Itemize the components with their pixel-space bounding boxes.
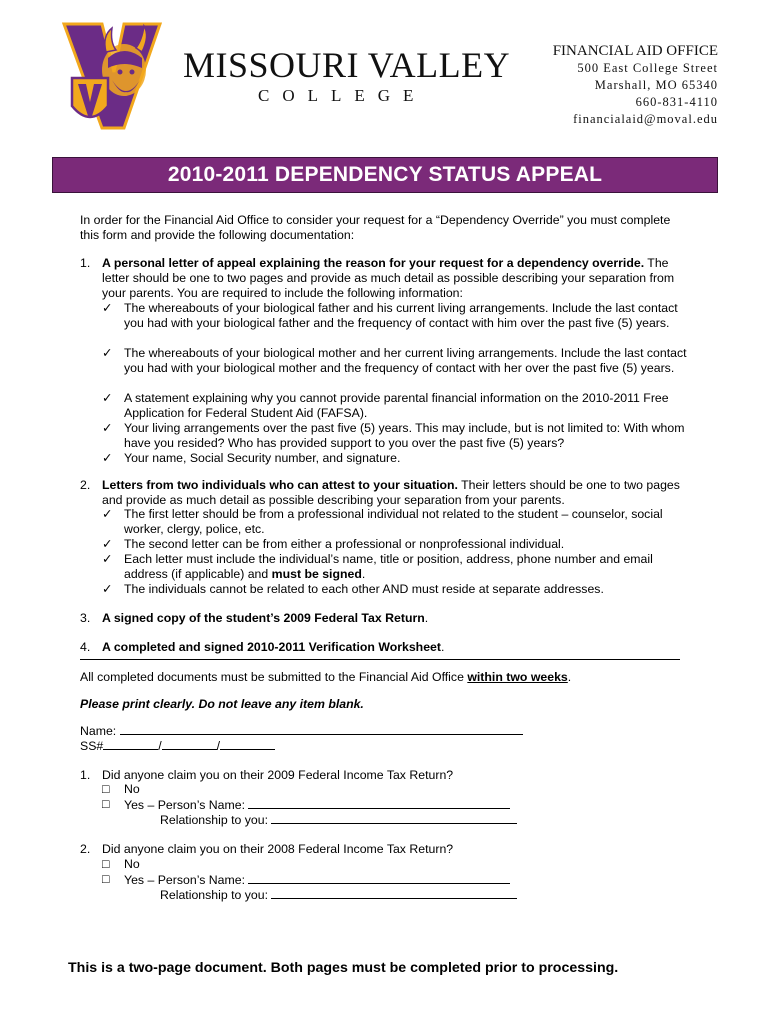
relationship-field[interactable] [271, 887, 517, 899]
option-no-label: No [124, 857, 140, 871]
relationship-row: Relationship to you: [160, 812, 725, 828]
option-yes-row: Yes – Person’s Name: [124, 872, 689, 888]
checkbox-no[interactable]: □ [102, 782, 110, 796]
checkbox-yes[interactable]: □ [102, 797, 110, 811]
check-icon: ✓ [102, 537, 113, 551]
option-no-label: No [124, 782, 140, 796]
persons-name-field[interactable] [248, 872, 510, 884]
check-item: Your living arrangements over the past five (5) years. This may include, but is not limited to: With whom have you resided? Who has provided support to you over the past five (5) years? [124, 421, 685, 450]
submit-note: All completed documents must be submitted to the Financial Aid Office within two weeks. [80, 670, 572, 684]
option-yes-row: Yes – Person’s Name: [124, 797, 689, 813]
check-icon: ✓ [102, 421, 113, 435]
name-label: Name: [80, 724, 117, 738]
requirement-number: 4. [80, 640, 91, 654]
check-item: Your name, Social Security number, and signature. [124, 451, 401, 465]
requirement-rest: The letter should be one to two pages and provide as much detail as possible describing your separation from your parents. You are required to include the following information: [102, 256, 675, 300]
office-email: financialaid@moval.edu [573, 112, 718, 126]
requirement-number: 1. [80, 256, 91, 270]
requirement-number: 2. [80, 478, 91, 492]
requirement-text [102, 478, 692, 508]
check-item: The whereabouts of your biological mother and her current living arrangements. Include the last contact you had with your biological mother and the frequency of contact with her over the past five (5) years. [124, 346, 687, 375]
relationship-field[interactable] [271, 812, 517, 824]
office-address-block [553, 42, 718, 128]
ssn-field-part2[interactable] [162, 738, 217, 750]
ssn-field-part3[interactable] [220, 738, 275, 750]
page-title: 2010-2011 DEPENDENCY STATUS APPEAL [167, 163, 603, 186]
requirement-rest: Their letters should be one to two pages and provide as much detail as possible describing your separation from your parents. [102, 478, 680, 507]
name-field-row [80, 723, 523, 739]
persons-name-field[interactable] [248, 797, 510, 809]
requirement-bold: Letters from two individuals who can attest to your situation. [102, 478, 458, 492]
check-icon: ✓ [102, 582, 113, 596]
relationship-row: Relationship to you: [160, 887, 725, 903]
checkbox-no[interactable]: □ [102, 857, 110, 871]
check-item: Each letter must include the individual’s name, title or position, address, phone number and email address (if applicable) and must be signed. [124, 552, 653, 581]
office-phone: 660-831-4110 [635, 95, 718, 109]
check-icon: ✓ [102, 507, 113, 521]
college-logo [62, 22, 162, 132]
college-name-first: MISSOURI [183, 45, 360, 85]
ssn-field-row: SS# / / [80, 738, 275, 754]
question-number: 2. [80, 842, 91, 856]
check-icon: ✓ [102, 301, 113, 315]
check-item: The whereabouts of your biological father and his current living arrangements. Include the last contact you had with your biological father and the frequency of contact with him over the past five (5) years. [124, 301, 678, 330]
ssn-label: SS# [80, 739, 104, 753]
check-item: The first letter should be from a professional individual not related to the student – counselor, social worker, clergy, police, etc. [124, 507, 663, 536]
check-icon: ✓ [102, 346, 113, 360]
college-subtitle: COLLEGE [258, 86, 427, 105]
check-item: The individuals cannot be related to each other AND must reside at separate addresses. [124, 582, 604, 596]
check-icon: ✓ [102, 552, 113, 566]
requirement-text [102, 256, 692, 301]
title-bar [52, 157, 718, 193]
requirement-text: A signed copy of the student’s 2009 Federal Tax Return. [102, 611, 429, 625]
college-name-second: VALLEY [367, 45, 511, 85]
requirement-text: A completed and signed 2010-2011 Verification Worksheet. [102, 640, 445, 654]
office-city: Marshall, MO 65340 [594, 78, 718, 92]
divider [80, 659, 680, 660]
footer-note: This is a two-page document. Both pages must be completed prior to processing. [68, 960, 619, 976]
requirement-number: 3. [80, 611, 91, 625]
question-text: Did anyone claim you on their 2008 Federal Income Tax Return? [102, 842, 454, 856]
question-number: 1. [80, 768, 91, 782]
college-name [183, 44, 510, 86]
print-note: Please print clearly. Do not leave any item blank. [80, 697, 364, 711]
office-dept: FINANCIAL AID OFFICE [552, 43, 718, 59]
check-icon: ✓ [102, 391, 113, 405]
intro-text: In order for the Financial Aid Office to consider your request for a “Dependency Override” you must complete this form and provide the following documentation: [80, 213, 671, 242]
check-item: The second letter can be from either a professional or nonprofessional individual. [124, 537, 565, 551]
name-field[interactable] [120, 723, 523, 735]
ssn-field-part1[interactable] [103, 738, 158, 750]
check-item: A statement explaining why you cannot provide parental financial information on the 2010-2011 Free Application for Federal Student Aid (FAFSA). [124, 391, 669, 420]
check-icon: ✓ [102, 451, 113, 465]
question-text: Did anyone claim you on their 2009 Federal Income Tax Return? [102, 768, 454, 782]
office-street: 500 East College Street [577, 61, 718, 75]
requirement-bold: A personal letter of appeal explaining the reason for your request for a dependency override. [102, 256, 645, 270]
checkbox-yes[interactable]: □ [102, 872, 110, 886]
